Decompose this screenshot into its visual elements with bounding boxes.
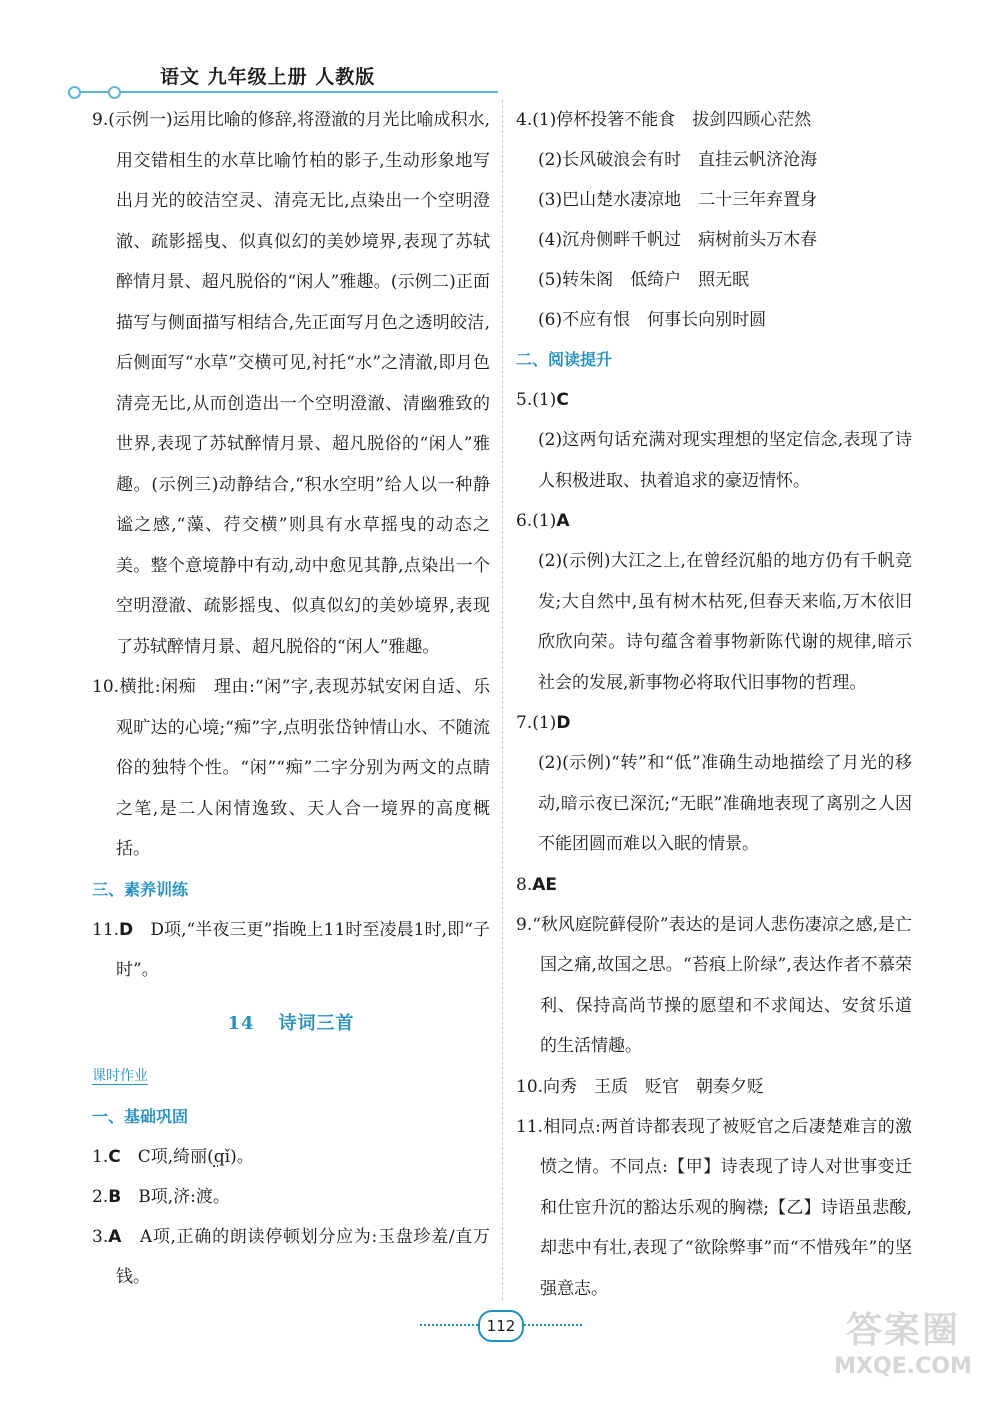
answer-4-2: (2)长风破浪会有时 直挂云帆济沧海 <box>538 150 818 170</box>
section-heading-1: 一、基础巩固 <box>92 1106 189 1126</box>
answer-8: 8.AE <box>516 874 558 895</box>
footer-dots-left <box>420 1324 478 1326</box>
page-header <box>0 0 1000 100</box>
answer-11-left: 11.D D项,“半夜三更”指晚上11时至凌晨1时,即“子时”。 <box>92 919 490 980</box>
answer-11-right: 11.相同点:两首诗都表现了被贬官之后凄楚难言的激愤之情。不同点:【甲】诗表现了诗人对世事变迁和仕宦升沉的豁达乐观的胸襟;【乙】诗语虽悲酸,却悲中有壮,表现了“欲除弊事”而“不惜残年”的坚强意志。 <box>516 1116 912 1299</box>
answer-3: 3.A A项,正确的朗读停顿划分应为:玉盘珍羞/直万钱。 <box>92 1226 490 1287</box>
watermark-text-cn: 答案圈 <box>845 1310 960 1351</box>
column-divider <box>502 100 503 1300</box>
footer-dots-right <box>524 1324 582 1326</box>
answer-10-right: 10.向秀 王质 贬官 朝奏夕贬 <box>516 1076 765 1097</box>
answer-5-1: 5.(1)C <box>516 390 569 410</box>
book-title: 语文 九年级上册 人教版 <box>160 66 376 88</box>
answer-4-5: (5)转朱阁 低绮户 照无眠 <box>538 270 750 290</box>
lesson-number: 14 <box>227 1012 255 1034</box>
left-column <box>92 100 490 1298</box>
header-dot-right <box>108 86 121 99</box>
watermark-text-en: MXQE.COM <box>834 1354 972 1379</box>
answer-4-6: (6)不应有恨 何事长向别时圆 <box>538 310 767 330</box>
answer-4-3: (3)巴山楚水凄凉地 二十三年弃置身 <box>538 190 818 210</box>
answer-1: 1.C C项,绮丽(qǐ)。 <box>92 1146 254 1167</box>
page-footer <box>420 1310 580 1340</box>
page-number: 112 <box>478 1310 524 1342</box>
answer-6-1: 6.(1)A <box>516 511 570 531</box>
answer-2: 2.B B项,济:渡。 <box>92 1186 230 1207</box>
lesson-heading <box>92 1009 490 1035</box>
watermark-logo <box>818 1310 988 1390</box>
answer-9-right: 9.“秋风庭院藓侵阶”表达的是词人悲伤凄凉之感,是亡国之痛,故国之思。“苔痕上阶绿”,表达作者不慕荣利、保持高尚节操的愿望和不求闻达、安贫乐道的生活情趣。 <box>516 914 913 1056</box>
answer-9-left: 9.(示例一)运用比喻的修辞,将澄澈的月光比喻成积水,用交错相生的水草比喻竹柏的影子,生动形象地写出月光的皎洁空灵、清亮无比,点染出一个空明澄澈、疏影摇曳、似真似幻的美妙境界,表现了苏轼醉情月景、超凡脱俗的“闲人”雅趣。(示例二)正面描写与侧面描写相结合,先正面写月色之透明皎洁,后侧面写“水草”交横可见,衬托“水”之清澈,即月色清亮无比,从而创造出一个空明澄澈、清幽雅致的世界,表现了苏轼醉情月景、超凡脱俗的“闲人”雅趣。(示例三)动静结合,“积水空明”给人以一种静谧之感,“藻、荇交横”则具有水草摇曳的动态之美。整个意境静中有动,动中愈见其静,点染出一个空明澄澈、疏影摇曳、似真似幻的美妙境界,表现了苏轼醉情月景、超凡脱俗的“闲人”雅趣。 <box>92 110 490 657</box>
answer-5-2: (2)这两句话充满对现实理想的坚定信念,表现了诗人积极进取、执着追求的豪迈情怀。 <box>538 430 912 491</box>
lesson-name: 诗词三首 <box>278 1012 355 1034</box>
section-heading-3: 三、素养训练 <box>92 879 189 899</box>
right-column <box>516 100 912 1309</box>
answer-7-2: (2)(示例)“转”和“低”准确生动地描绘了月光的移动,暗示夜已深沉;“无眠”准确地表现了离别之人因不能团圆而难以入眠的情景。 <box>538 753 912 854</box>
section-heading-2: 二、阅读提升 <box>516 350 613 369</box>
answer-7-1: 7.(1)D <box>516 713 571 733</box>
answer-4-4: (4)沉舟侧畔千帆过 病树前头万木春 <box>538 230 818 250</box>
answer-4-1: 4.(1)停杯投箸不能食 拔剑四顾心茫然 <box>516 110 812 130</box>
header-dot-left <box>68 86 81 99</box>
answer-6-2: (2)(示例)大江之上,在曾经沉船的地方仍有千帆竞发;大自然中,虽有树木枯死,但春天来临,万木依旧欣欣向荣。诗句蕴含着事物新陈代谢的规律,暗示社会的发展,新事物必将取代旧事物的哲理。 <box>538 551 912 693</box>
homework-label: 课时作业 <box>92 1067 148 1084</box>
header-rule <box>78 91 498 93</box>
answer-10-left: 10.横批:闲痴 理由:“闲”字,表现苏轼安闲自适、乐观旷达的心境;“痴”字,点明张岱钟情山水、不随流俗的独特个性。“闲”“痴”二字分别为两文的点睛之笔,是二人闲情逸致、天人合一境界的高度概括。 <box>92 677 490 859</box>
